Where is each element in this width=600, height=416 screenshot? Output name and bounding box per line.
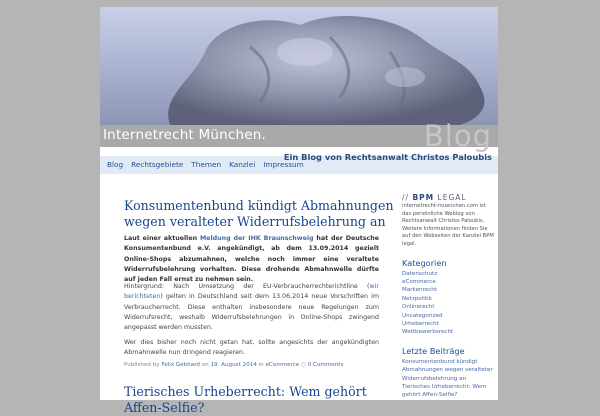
comments-link[interactable]: 0 Comments bbox=[307, 362, 344, 368]
category-item[interactable]: Netzpolitik bbox=[402, 295, 432, 302]
meta-published-by: Published by bbox=[124, 362, 160, 368]
para2-text-2: ) gelten in Deutschland seit dem 13.06.2014 neue Vorschriften im Verbraucherrecht. Diese enthalten insbesondere neue Regelungen zum Widerrufsrecht, weshalb Widerrufsbelehrungen in Online-Shops zwingend angepasst werden mussten. bbox=[124, 293, 379, 332]
nav-item-blog[interactable]: Blog bbox=[107, 160, 124, 169]
nav-item-kanzlei[interactable]: Kanzlei bbox=[229, 160, 256, 169]
category-item[interactable]: Markenrecht bbox=[402, 287, 438, 294]
header-image bbox=[100, 7, 498, 125]
ihk-link[interactable]: Meldung der IHK Braunschweig bbox=[199, 235, 314, 242]
lead-text-2: hat der Deutsche Konsumentenbund e.V. angekündigt, ab dem 13.09.2014 gezielt Online-Shops abzumahnen, welche noch immer eine veraltete Widerrufsbelehrung vorhalten. Diese drohende Abmahnwelle dürfte auf jeden Fall ernst zu nehmen sein. bbox=[124, 235, 380, 284]
category-item[interactable]: Uncategorized bbox=[402, 312, 443, 319]
nav-item-impressum[interactable]: Impressum bbox=[263, 160, 304, 169]
wir-berichteten-link[interactable]: wir berichteten bbox=[124, 283, 379, 301]
post-paragraph bbox=[124, 282, 379, 333]
category-item[interactable]: Urheberrecht bbox=[402, 321, 439, 327]
sidebar bbox=[402, 193, 494, 400]
categories-list bbox=[402, 270, 494, 337]
logo-bpm: BPM bbox=[412, 193, 435, 202]
category-link[interactable]: eCommerce bbox=[265, 362, 300, 368]
post-paragraph-closing: Wer dies bisher noch nicht getan hat, sollte angesichts der angekündigten Abmahnwelle nun dringend reagieren. bbox=[124, 339, 379, 357]
category-item[interactable]: Datenschutz bbox=[402, 270, 438, 277]
lead-text-1: Laut einer aktuellen bbox=[124, 235, 200, 242]
category-item[interactable]: Wettbewerbsrecht bbox=[402, 329, 454, 336]
nav-item-rechtsgebiete[interactable]: Rechtsgebiete bbox=[131, 160, 184, 169]
category-item[interactable]: eCommerce bbox=[402, 278, 436, 285]
main-content bbox=[100, 174, 400, 415]
date-link[interactable]: 19. August 2014 bbox=[210, 362, 257, 368]
recent-posts-list bbox=[402, 358, 494, 400]
recent-post-item[interactable]: Konsumentenbund kündigt Abmahnungen wegen veralteter Widerrufsbelehrung an bbox=[402, 358, 493, 382]
comment-icon: ○ bbox=[301, 362, 306, 368]
recent-posts-heading: Letzte Beiträge bbox=[402, 345, 465, 356]
categories-heading: Kategorien bbox=[402, 257, 447, 268]
post-title[interactable]: Konsumentenbund kündigt Abmahnungen wegen veralteter Widerrufsbelehrung an bbox=[124, 198, 394, 229]
logo-slashes: // bbox=[402, 193, 410, 202]
post-lead-paragraph bbox=[124, 234, 379, 285]
para2-text-1: Hintergrund: Nach Umsetzung der EU-Verbraucherrechterichtline ( bbox=[124, 283, 370, 290]
meta-in: in bbox=[258, 362, 264, 368]
page-container bbox=[100, 7, 498, 415]
bpm-legal-logo[interactable] bbox=[402, 193, 494, 202]
category-item[interactable]: Onlinerecht bbox=[402, 304, 435, 311]
logo-legal: LEGAL bbox=[437, 193, 467, 202]
blog-watermark: Blog bbox=[423, 119, 492, 153]
post-title-2[interactable]: Tierisches Urheberrecht: Wem gehört Affen-Selfie? bbox=[124, 384, 367, 415]
site-title-bar bbox=[100, 119, 498, 153]
sidebar-description: internetrecht-muenchen.com ist das persönliche Weblog von Rechtsanwalt Christos Paloubis. Weitere Informationen finden Sie auf den Webseiten der Kanzlei BPM legal. bbox=[402, 203, 494, 247]
recent-post-item[interactable]: Tierisches Urheberrecht: Wem gehört Affen-Selfie? bbox=[402, 384, 487, 399]
nav-item-themen[interactable]: Themen bbox=[191, 160, 222, 169]
post-meta bbox=[124, 362, 343, 368]
meta-on: on bbox=[201, 362, 209, 368]
author-link[interactable]: Felix Gebhard bbox=[161, 362, 200, 368]
site-title[interactable]: Internetrecht München. bbox=[103, 127, 267, 143]
stone-sculpture-image bbox=[100, 7, 498, 125]
site-tagline: Ein Blog von Rechtsanwalt Christos Paloubis bbox=[283, 152, 492, 162]
